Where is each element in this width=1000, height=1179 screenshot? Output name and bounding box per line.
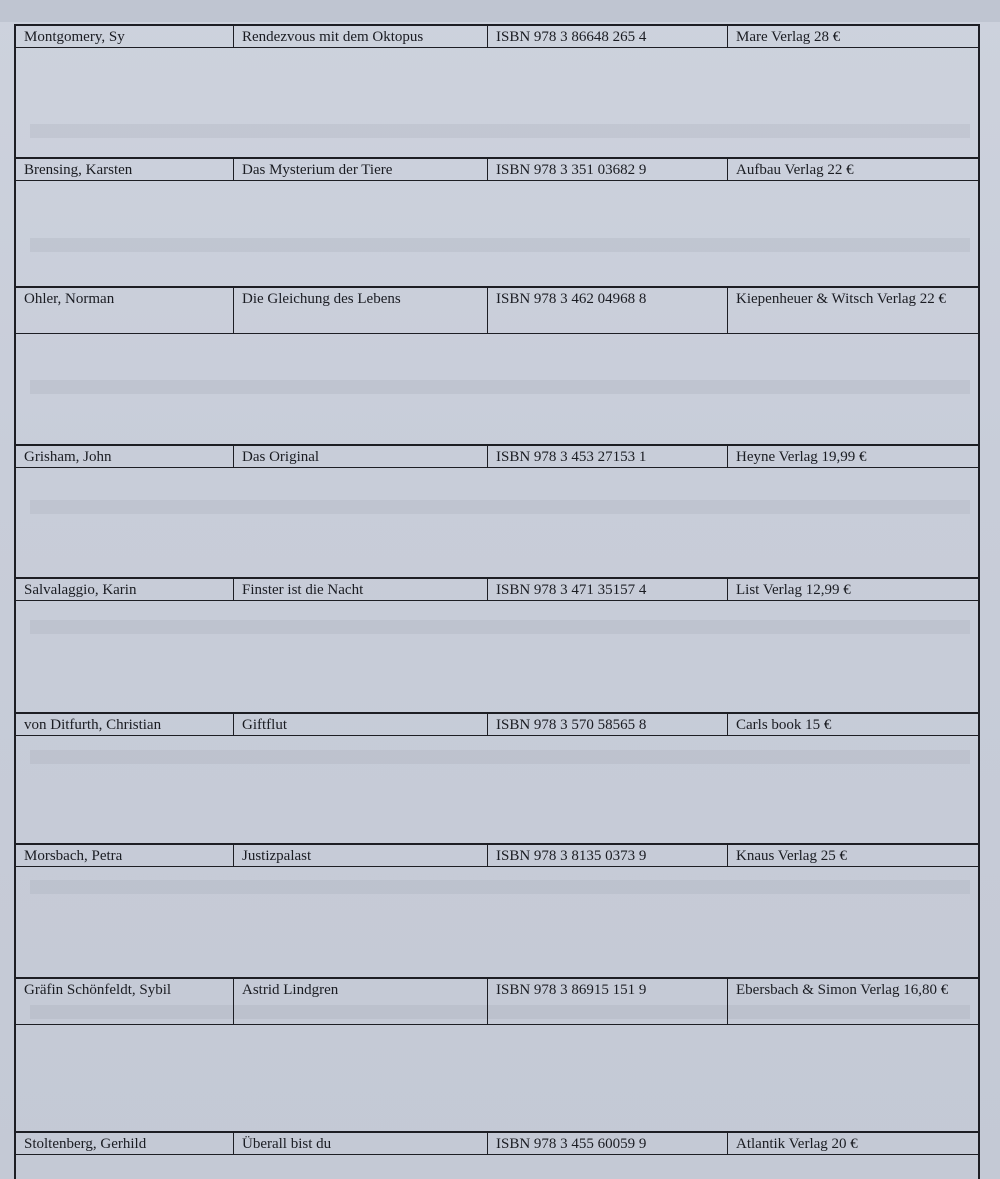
- publisher-cell: List Verlag 12,99 €: [728, 579, 980, 601]
- author-cell: Brensing, Karsten: [16, 159, 234, 181]
- publisher-cell: Heyne Verlag 19,99 €: [728, 446, 980, 468]
- title-cell: Das Original: [234, 446, 488, 468]
- author-cell: Grisham, John: [16, 446, 234, 468]
- page-top-edge: [0, 0, 1000, 22]
- title-cell: Justizpalast: [234, 845, 488, 867]
- publisher-cell: Ebersbach & Simon Verlag 16,80 €: [728, 979, 980, 1025]
- publisher-cell: Mare Verlag 28 €: [728, 26, 980, 48]
- author-cell: Ohler, Norman: [16, 288, 234, 334]
- book-entry: [14, 577, 980, 714]
- isbn-cell: ISBN 978 3 462 04968 8: [488, 288, 728, 334]
- isbn-cell: ISBN 978 3 351 03682 9: [488, 159, 728, 181]
- isbn-cell: ISBN 978 3 86648 265 4: [488, 26, 728, 48]
- isbn-cell: ISBN 978 3 570 58565 8: [488, 714, 728, 736]
- title-cell: Giftflut: [234, 714, 488, 736]
- author-cell: Montgomery, Sy: [16, 26, 234, 48]
- title-cell: Finster ist die Nacht: [234, 579, 488, 601]
- publisher-cell: Carls book 15 €: [728, 714, 980, 736]
- book-entry: [14, 1131, 980, 1179]
- book-entry: [14, 286, 980, 446]
- isbn-cell: ISBN 978 3 453 27153 1: [488, 446, 728, 468]
- isbn-cell: ISBN 978 3 8135 0373 9: [488, 845, 728, 867]
- author-cell: Salvalaggio, Karin: [16, 579, 234, 601]
- isbn-cell: ISBN 978 3 455 60059 9: [488, 1133, 728, 1155]
- title-cell: Überall bist du: [234, 1133, 488, 1155]
- book-entry: [14, 712, 980, 845]
- book-entry: [14, 843, 980, 979]
- publisher-cell: Aufbau Verlag 22 €: [728, 159, 980, 181]
- book-entry: [14, 444, 980, 579]
- isbn-cell: ISBN 978 3 471 35157 4: [488, 579, 728, 601]
- title-cell: Die Gleichung des Lebens: [234, 288, 488, 334]
- author-cell: Morsbach, Petra: [16, 845, 234, 867]
- publisher-cell: Kiepenheuer & Witsch Verlag 22 €: [728, 288, 980, 334]
- publisher-cell: Knaus Verlag 25 €: [728, 845, 980, 867]
- book-entry: [14, 157, 980, 287]
- author-cell: Gräfin Schönfeldt, Sybil: [16, 979, 234, 1025]
- publisher-cell: Atlantik Verlag 20 €: [728, 1133, 980, 1155]
- book-entry: [14, 977, 980, 1133]
- isbn-cell: ISBN 978 3 86915 151 9: [488, 979, 728, 1025]
- book-entry: [14, 24, 980, 158]
- author-cell: von Ditfurth, Christian: [16, 714, 234, 736]
- title-cell: Astrid Lindgren: [234, 979, 488, 1025]
- title-cell: Rendezvous mit dem Oktopus: [234, 26, 488, 48]
- title-cell: Das Mysterium der Tiere: [234, 159, 488, 181]
- author-cell: Stoltenberg, Gerhild: [16, 1133, 234, 1155]
